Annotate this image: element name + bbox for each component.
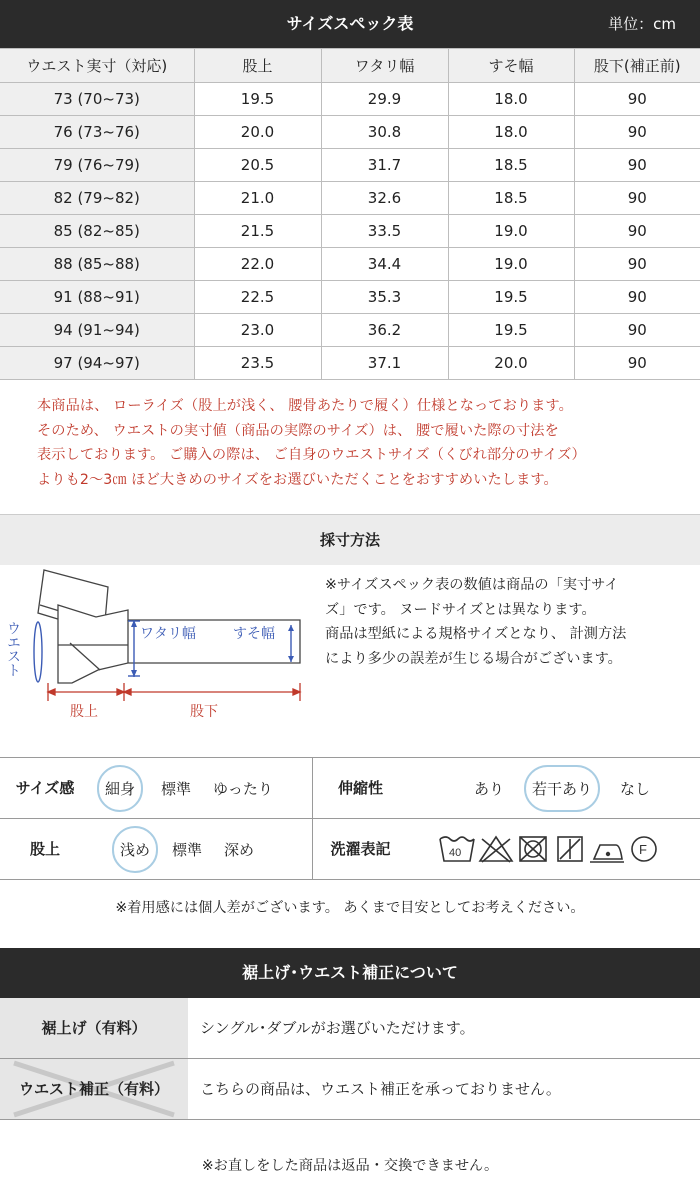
waist-size-cell: 85 (82~85) <box>0 215 194 248</box>
spec-column-header: 股上 <box>194 49 321 83</box>
spec-row <box>0 149 700 182</box>
spec-cell: 19.0 <box>448 215 574 248</box>
wash-label: 洗濯表記 <box>330 840 391 858</box>
spec-cell: 18.5 <box>448 149 574 182</box>
wash-icons <box>408 819 688 879</box>
no-tumble-dry-icon <box>520 837 546 861</box>
spec-cell: 19.0 <box>448 248 574 281</box>
alteration-table <box>0 998 700 1120</box>
alteration-header: 裾上げ･ウエスト補正について <box>0 948 700 998</box>
size-opt-slim: 細身 <box>105 779 136 798</box>
stretch-opt-yes: あり <box>474 779 505 798</box>
size-feel-label: サイズ感 <box>15 779 75 797</box>
measure-note-line: ※サイズスペック表の数値は商品の「実寸サイ <box>325 577 619 593</box>
spec-header <box>0 0 700 48</box>
waist-size-cell: 76 (73~76) <box>0 116 194 149</box>
spec-cell: 90 <box>574 347 700 380</box>
spec-cell: 90 <box>574 281 700 314</box>
alteration-label-hem: 裾上げ（有料） <box>0 998 188 1058</box>
no-bleach-icon <box>480 837 512 862</box>
waist-size-cell: 88 (85~88) <box>0 248 194 281</box>
spec-cell: 37.1 <box>321 347 448 380</box>
stretch-opt-slight: 若干あり <box>532 779 593 798</box>
measure-note-line: 商品は型紙による規格サイズとなり、 計測方法 <box>325 626 627 642</box>
spec-cell: 90 <box>574 149 700 182</box>
spec-column-header: ウエスト実寸（対応) <box>0 49 194 83</box>
size-opt-loose: ゆったり <box>213 779 273 798</box>
spec-cell: 18.5 <box>448 182 574 215</box>
spec-cell: 20.5 <box>194 149 321 182</box>
notice-line: 表示しております。 ご購入の際は、 ご自身のウエストサイズ（くびれ部分のサイズ） <box>37 447 586 463</box>
spec-cell: 19.5 <box>448 314 574 347</box>
watari-label: ワタリ幅 <box>140 625 196 641</box>
unit-label: 単位：cm <box>608 15 676 33</box>
rise-opt-shallow: 浅め <box>120 840 151 859</box>
spec-cell: 18.0 <box>448 116 574 149</box>
fit-grid <box>0 757 700 880</box>
spec-row <box>0 347 700 380</box>
measure-note-line: ズ」です。 ヌードサイズとは異なります。 <box>325 601 596 618</box>
mata-shita-label: 股下 <box>190 703 218 719</box>
rise-options <box>90 819 312 879</box>
waist-size-cell: 82 (79~82) <box>0 182 194 215</box>
spec-cell: 21.0 <box>194 182 321 215</box>
spec-row <box>0 314 700 347</box>
iron-low-icon <box>590 845 624 862</box>
spec-row <box>0 215 700 248</box>
alteration-label-waist-text: ウエスト補正（有料） <box>18 1080 169 1098</box>
spec-cell: 90 <box>574 116 700 149</box>
rise-opt-deep: 深め <box>224 840 255 859</box>
notice-line: よりも2〜3㎝ ほど大きめのサイズをお選びいただくことをおすすめいたします。 <box>37 471 558 488</box>
dry-clean-letter: F <box>639 842 647 857</box>
spec-column-header: ワタリ幅 <box>321 49 448 83</box>
size-spec-table <box>0 48 700 380</box>
spec-cell: 20.0 <box>194 116 321 149</box>
spec-cell: 31.7 <box>321 149 448 182</box>
alteration-value-waist: こちらの商品は、ウエスト補正を承っておりません。 <box>200 1080 561 1098</box>
spec-cell: 33.5 <box>321 215 448 248</box>
wash-symbols <box>438 829 688 869</box>
measure-note <box>325 573 695 671</box>
suso-label: すそ幅 <box>233 625 275 641</box>
spec-cell: 18.0 <box>448 83 574 116</box>
size-opt-standard: 標準 <box>161 779 192 798</box>
waist-size-cell: 94 (91~94) <box>0 314 194 347</box>
wash-temp: 40 <box>449 847 462 859</box>
spec-cell: 29.9 <box>321 83 448 116</box>
measure-section <box>0 565 700 740</box>
spec-row <box>0 182 700 215</box>
alteration-row-waist <box>0 1059 700 1120</box>
spec-cell: 90 <box>574 215 700 248</box>
spec-cell: 30.8 <box>321 116 448 149</box>
spec-cell: 23.5 <box>194 347 321 380</box>
spec-cell: 90 <box>574 314 700 347</box>
waist-size-cell: 79 (76~79) <box>0 149 194 182</box>
spec-cell: 20.0 <box>448 347 574 380</box>
waist-size-cell: 91 (88~91) <box>0 281 194 314</box>
spec-cell: 36.2 <box>321 314 448 347</box>
spec-row <box>0 116 700 149</box>
fit-row-2 <box>0 819 700 880</box>
mata-ue-label: 股上 <box>70 703 98 719</box>
alteration-value-hem: シングル･ダブルがお選びいただけます。 <box>200 1019 475 1037</box>
spec-cell: 34.4 <box>321 248 448 281</box>
spec-column-header: すそ幅 <box>448 49 574 83</box>
spec-title: サイズスペック表 <box>286 14 414 33</box>
rise-label: 股上 <box>29 840 60 858</box>
pants-diagram <box>0 565 320 740</box>
stretch-opt-no: なし <box>620 779 651 798</box>
waist-size-cell: 73 (70~73) <box>0 83 194 116</box>
fit-row-1 <box>0 758 700 819</box>
spec-cell: 90 <box>574 182 700 215</box>
spec-cell: 22.5 <box>194 281 321 314</box>
alteration-label-waist <box>0 1059 188 1119</box>
return-note: ※お直しをした商品は返品・交換できません。 <box>201 1158 499 1174</box>
spec-cell: 19.5 <box>194 83 321 116</box>
notice-line: そのため、 ウエストの実寸値（商品の実際のサイズ）は、 腰で履いた際の寸法を <box>37 422 559 439</box>
spec-cell: 22.0 <box>194 248 321 281</box>
stretch-options <box>408 758 650 818</box>
spec-cell: 32.6 <box>321 182 448 215</box>
size-feel-options <box>90 758 312 818</box>
waist-size-cell: 97 (94~97) <box>0 347 194 380</box>
spec-column-header: 股下(補正前) <box>574 49 700 83</box>
spec-row <box>0 281 700 314</box>
wash-40-icon <box>440 837 474 861</box>
spec-cell: 21.5 <box>194 215 321 248</box>
measure-header: 採寸方法 <box>0 514 700 565</box>
spec-row <box>0 83 700 116</box>
spec-header-row <box>0 49 700 83</box>
rise-opt-standard: 標準 <box>172 840 203 859</box>
fit-note: ※着用感には個人差がございます。 あくまで目安としてお考えください。 <box>115 900 585 916</box>
waist-label: ウエスト <box>6 621 22 677</box>
spec-cell: 90 <box>574 248 700 281</box>
alteration-row-hem <box>0 998 700 1059</box>
measure-note-line: により多少の誤差が生じる場合がございます。 <box>325 650 622 667</box>
spec-cell: 90 <box>574 83 700 116</box>
spec-cell: 23.0 <box>194 314 321 347</box>
spec-cell: 35.3 <box>321 281 448 314</box>
notice-line: 本商品は、 ローライズ（股上が浅く、 腰骨あたりで履く）仕様となっております。 <box>37 398 573 414</box>
spec-row <box>0 248 700 281</box>
dry-clean-f-icon <box>632 837 656 861</box>
lowrise-notice <box>0 380 700 514</box>
line-dry-icon <box>558 837 582 861</box>
spec-cell: 19.5 <box>448 281 574 314</box>
stretch-label: 伸縮性 <box>337 779 383 797</box>
